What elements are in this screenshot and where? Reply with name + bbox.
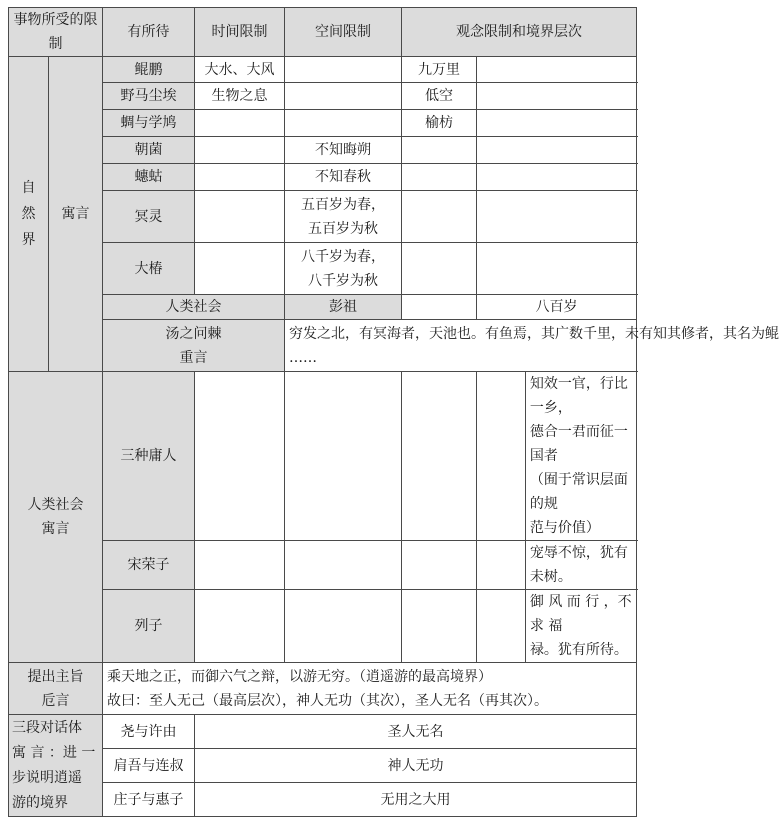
space-cell (402, 541, 477, 590)
depend-cell (195, 372, 285, 541)
header-row (9, 8, 637, 57)
dialogue-pair: 肩吾与连叔 (103, 749, 195, 783)
idea-cell (477, 137, 637, 164)
xiaoyaoyou-table (8, 7, 779, 817)
table-row (9, 110, 637, 137)
time-cell: 五百岁为春， 五百岁为秋 (285, 191, 402, 243)
depend-cell (195, 191, 285, 243)
idea-cell (477, 243, 637, 295)
item-cell: 宋荣子 (103, 541, 195, 590)
section-sublabel-fable: 寓言 (49, 57, 103, 372)
time-cell: 八百岁 (477, 295, 637, 320)
dialogue-meaning: 神人无功 (195, 749, 637, 783)
space-cell: 九万里 (402, 57, 477, 83)
time-cell (285, 372, 402, 541)
item-cell: 朝菌 (103, 137, 195, 164)
header-time: 时间限制 (195, 8, 285, 57)
time-cell (285, 110, 402, 137)
section-label-theme: 提出主旨 卮言 (9, 663, 103, 715)
time-cell (285, 57, 402, 83)
quote-text: 穷发之北，有冥海者，天池也。有鱼焉，其广数千里，未有知其修者，其名为鲲 …… (285, 320, 637, 372)
item-cell: 鲲鹏 (103, 57, 195, 83)
depend-cell (402, 295, 477, 320)
depend-cell (195, 137, 285, 164)
idea-cell (477, 110, 637, 137)
empty-cell (477, 372, 637, 541)
idea-cell (477, 164, 637, 191)
table-row (9, 783, 637, 817)
dialogue-meaning: 圣人无名 (195, 715, 637, 749)
space-cell (402, 590, 477, 663)
depend-cell (195, 541, 285, 590)
depend-cell (195, 243, 285, 295)
time-cell (285, 83, 402, 110)
table-row (9, 320, 637, 372)
header-idea: 观念限制和境界层次 (402, 8, 637, 57)
idea-cell: 知效一官，行比一乡， 德合一君而征一国者 （囿于常识层面的规 范与价值） (525, 372, 636, 540)
section-label-tang: 汤之问棘 重言 (103, 320, 285, 372)
time-cell: 不知晦朔 (285, 137, 402, 164)
table-row (9, 164, 637, 191)
dialogue-pair: 尧与许由 (103, 715, 195, 749)
table-row (9, 541, 637, 590)
idea-cell (477, 83, 637, 110)
depend-cell (195, 110, 285, 137)
table-row (9, 715, 637, 749)
table-row (9, 137, 637, 164)
table-row (9, 83, 637, 110)
space-cell (402, 372, 477, 541)
table-row (9, 590, 637, 663)
time-cell: 八千岁为春， 八千岁为秋 (285, 243, 402, 295)
space-cell (402, 164, 477, 191)
time-cell (285, 590, 402, 663)
space-cell: 低空 (402, 83, 477, 110)
table-row (9, 57, 637, 83)
item-cell: 列子 (103, 590, 195, 663)
table-row (9, 191, 637, 243)
depend-cell (195, 164, 285, 191)
theme-text: 乘天地之正，而御六气之辩，以游无穷。（逍遥游的最高境界） 故曰：至人无己（最高层次），神人无功（其次），圣人无名（再其次）。 (103, 663, 637, 715)
empty-cell (477, 590, 637, 663)
time-cell (285, 541, 402, 590)
item-cell: 三种庸人 (103, 372, 195, 541)
item-cell: 蟪蛄 (103, 164, 195, 191)
idea-cell (477, 191, 637, 243)
time-cell: 不知春秋 (285, 164, 402, 191)
empty-cell (477, 541, 637, 590)
item-cell: 彭祖 (285, 295, 402, 320)
table-row (9, 243, 637, 295)
item-cell: 野马尘埃 (103, 83, 195, 110)
idea-cell: 宠辱不惊，犹有未树。 (525, 541, 636, 589)
item-cell: 蜩与学鸠 (103, 110, 195, 137)
section-label-nature: 自 然 界 (9, 57, 49, 372)
depend-cell: 大水、大风 (195, 57, 285, 83)
header-limits: 事物所受的限制 (9, 8, 103, 57)
idea-cell: 御 风 而 行 ，不 求 福 禄。犹有所待。 (525, 590, 636, 662)
section-label-society: 人类社会 寓言 (9, 372, 103, 663)
depend-cell (195, 590, 285, 663)
table-row (9, 295, 637, 320)
header-space: 空间限制 (285, 8, 402, 57)
table-row (9, 663, 637, 715)
space-cell (402, 137, 477, 164)
idea-cell (477, 57, 637, 83)
space-cell (402, 191, 477, 243)
table-row (9, 749, 637, 783)
section-label-society-short: 人类社会 (103, 295, 285, 320)
header-depend: 有所待 (103, 8, 195, 57)
item-cell: 冥灵 (103, 191, 195, 243)
depend-cell: 生物之息 (195, 83, 285, 110)
dialogue-meaning: 无用之大用 (195, 783, 637, 817)
item-cell: 大椿 (103, 243, 195, 295)
section-label-dialogue: 三段对话体 寓 言 ：进 一 步说明逍遥 游的境界 (9, 715, 103, 817)
dialogue-pair: 庄子与惠子 (103, 783, 195, 817)
space-cell (402, 243, 477, 295)
table-row (9, 372, 637, 541)
space-cell: 榆枋 (402, 110, 477, 137)
